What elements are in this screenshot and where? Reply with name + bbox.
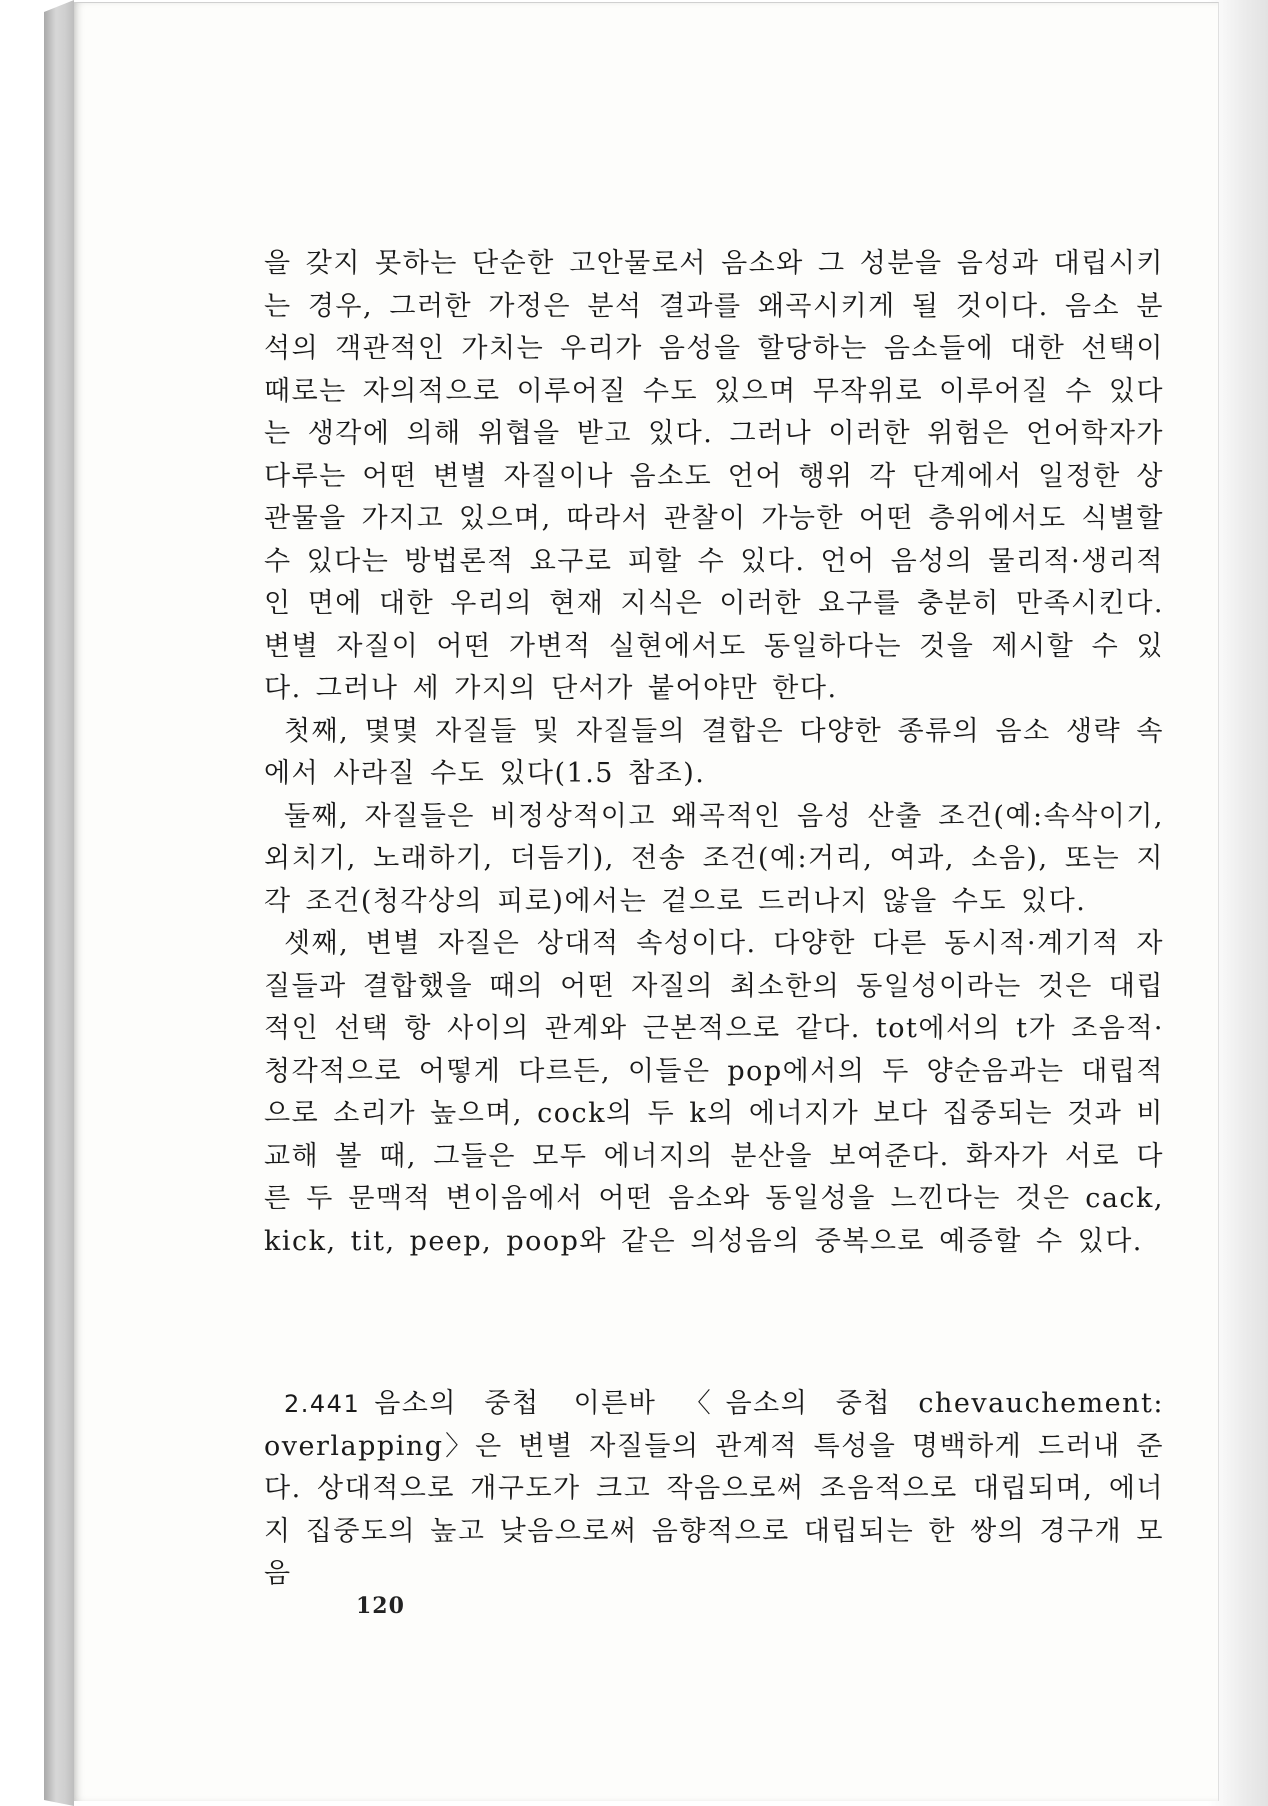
book-page [74, 2, 1219, 1801]
section-title: 음소의 중첩 [374, 1388, 540, 1419]
book-spine [44, 0, 74, 1806]
paragraph-1: 을 갖지 못하는 단순한 고안물로서 음소와 그 성분을 음성과 대립시키는 경우, 그러한 가정은 분석 결과를 왜곡시키게 될 것이다. 음소 분석의 객관적인 가치는 우리가 음성을 할당하는 음소들에 대한 선택이 때로는 자의적으로 이루어질 수도 있으며 무작위로 이루어질 수 있다는 생각에 의해 위협을 받고 있다. 그러나 이러한 위험은 언어학자가 다루는 어떤 변별 자질이나 음소도 언어 행위 각 단계에서 일정한 상관물을 가지고 있으며, 따라서 관찰이 가능한 어떤 층위에서도 식별할 수 있다는 방법론적 요구로 피할 수 있다. 언어 음성의 물리적·생리적인 면에 대한 우리의 현재 지식은 이러한 요구를 충분히 만족시킨다. 변별 자질이 어떤 가변적 실현에서도 동일하다는 것을 제시할 수 있다. 그러나 세 가지의 단서가 붙어야만 한다. [264, 248, 1164, 704]
page-number: 120 [356, 1593, 405, 1619]
paragraph-2: 첫째, 몇몇 자질들 및 자질들의 결합은 다양한 종류의 음소 생략 속에서 사라질 수도 있다(1.5 참조). [264, 715, 1164, 789]
body-text [264, 243, 1164, 1263]
section-number: 2.441 [284, 1390, 361, 1418]
paragraph-3: 둘째, 자질들은 비정상적이고 왜곡적인 음성 산출 조건(예:속삭이기, 외치기, 노래하기, 더듬기), 전송 조건(예:거리, 여과, 소음), 또는 지각 조건(청각상의 피로)에서는 겉으로 드러나지 않을 수도 있다. [264, 800, 1164, 917]
paragraph-4: 셋째, 변별 자질은 상대적 속성이다. 다양한 다른 동시적·계기적 자질들과 결합했을 때의 어떤 자질의 최소한의 동일성이라는 것은 대립적인 선택 항 사이의 관계와 근본적으로 같다. tot에서의 t가 조음적·청각적으로 어떻게 다르든, 이들은 pop에서의 두 양순음과는 대립적으로 소리가 높으며, cock의 두 k의 에너지가 보다 집중되는 것과 비교해 볼 때, 그들은 모두 에너지의 분산을 보여준다. 화자가 서로 다른 두 문맥적 변이음에서 어떤 음소와 동일성을 느낀다는 것은 cack, kick, tit, peep, poop와 같은 의성음의 중복으로 예증할 수 있다. [264, 928, 1164, 1257]
section-body: 이른바 〈음소의 중첩 chevauchement: overlapping〉은 변별 자질들의 관계적 특성을 명백하게 드러내 준다. 상대적으로 개구도가 크고 작음으로써 조음적으로 대립되며, 에너지 집중도의 높고 낮음으로써 음향적으로 대립되는 한 쌍의 경구개 모음 [264, 1388, 1164, 1589]
section-2-441 [264, 1383, 1164, 1596]
